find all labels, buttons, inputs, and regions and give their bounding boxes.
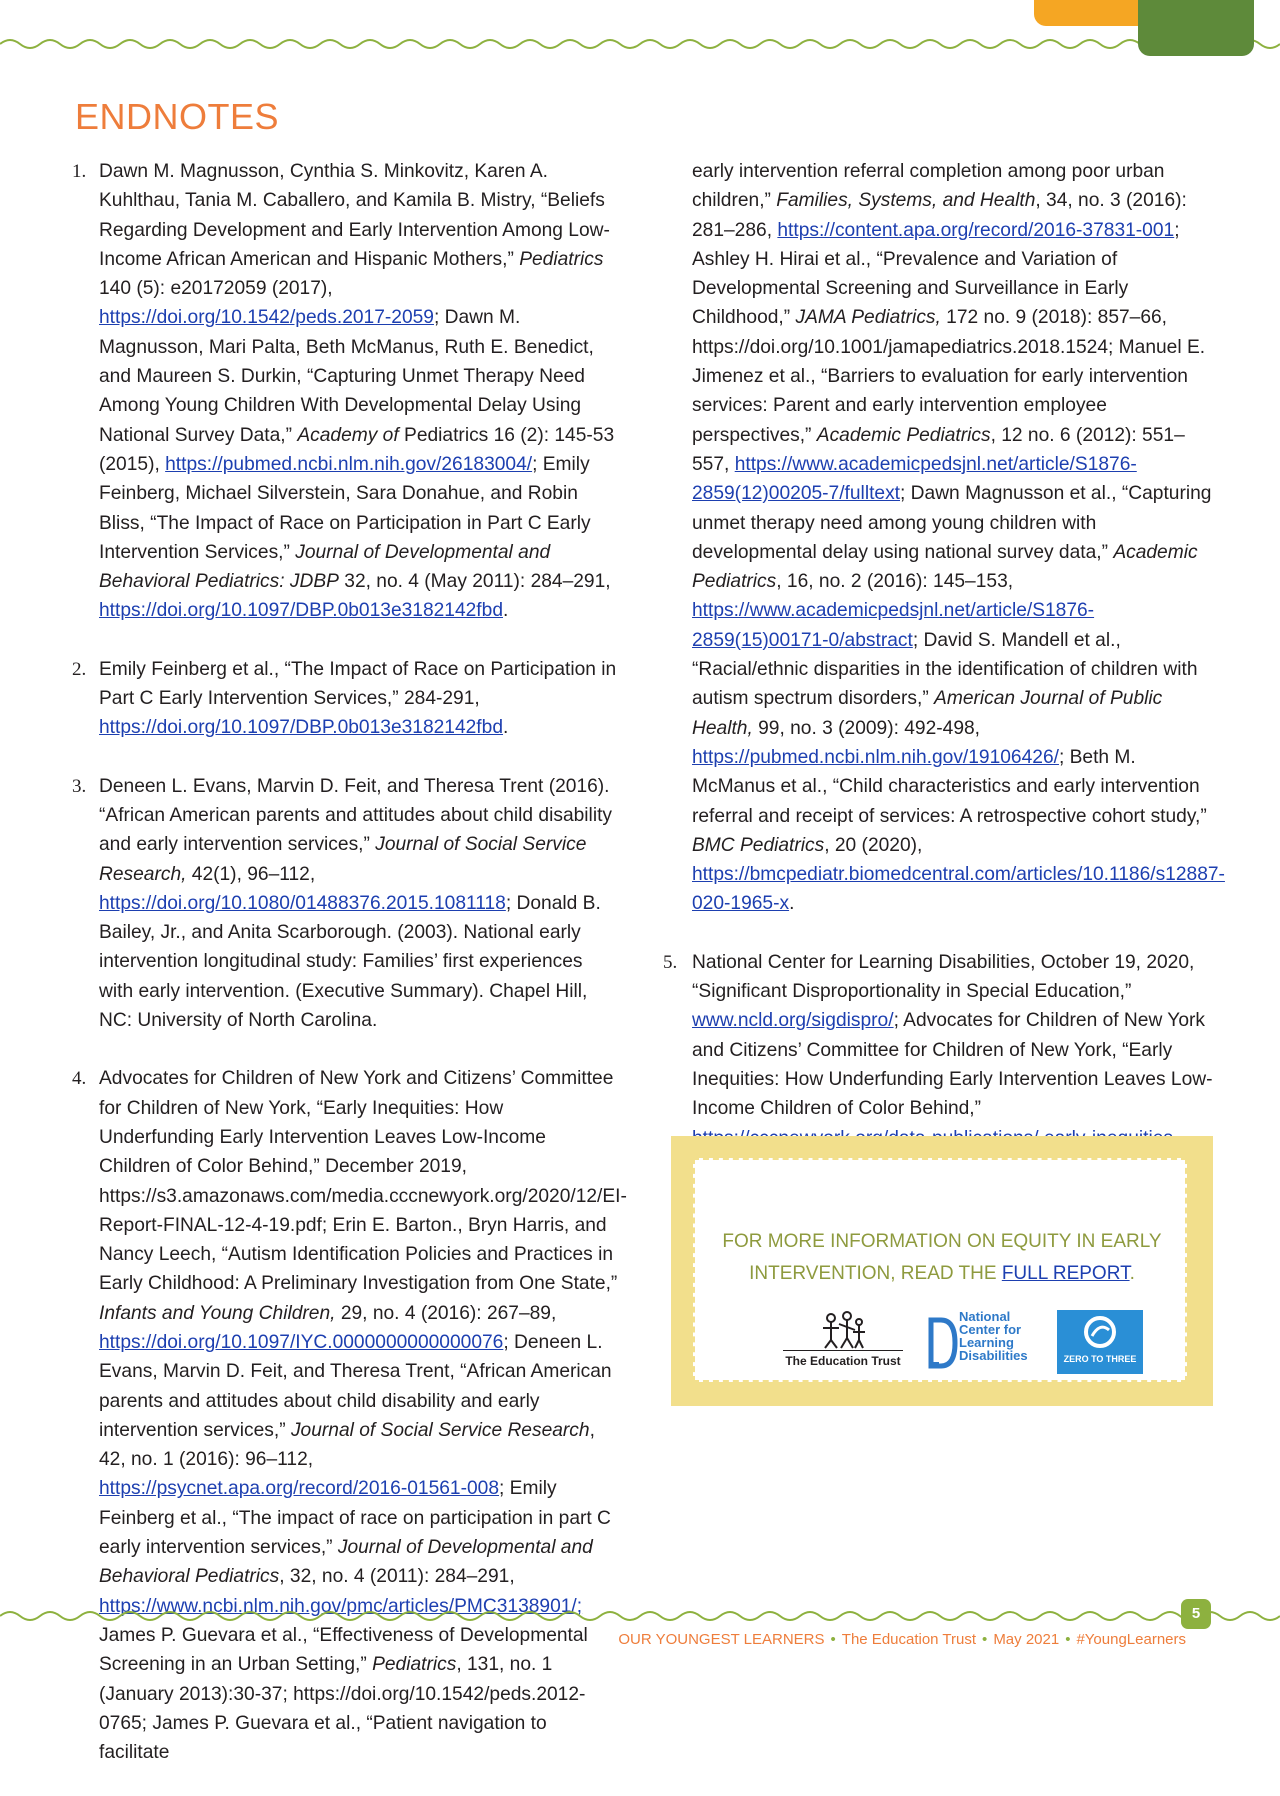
pubmed-link[interactable]: https://pubmed.ncbi.nlm.nih.gov/19106426/ xyxy=(692,746,1059,768)
note-text: Deneen L. Evans, Marvin D. Feit, and Theresa Trent (2016). “African American parents and attitudes about child disability and early intervention services,” xyxy=(99,775,613,856)
note-journal: American Journal of Public Health, xyxy=(692,688,1163,739)
note-journal: Journal of Social Service Research, xyxy=(99,834,587,885)
page-title: ENDNOTES xyxy=(75,96,280,137)
note-journal: BMC Pediatrics xyxy=(692,834,825,856)
footer-separator: • xyxy=(1065,1631,1071,1648)
note-text: ; Deneen L. Evans, Marvin D. Feit, and Theresa Trent, “African American parents and attitudes about child disability and early intervention services,” xyxy=(99,1331,612,1441)
note-journal: Infants and Young Children, xyxy=(99,1302,336,1324)
ncld-line-4: Disabilities xyxy=(959,1348,1028,1363)
note-text: , 34, no. 3 (2016): 281–286, xyxy=(692,190,1187,241)
note-journal: Journal of Developmental and Behavioral Pediatrics: JDBP xyxy=(99,541,551,593)
endnote-number: 2. xyxy=(72,658,87,680)
note-text: James P. Guevara et al., “Effectiveness of Developmental Screening in an Urban Setting,” xyxy=(99,1624,588,1676)
endnote-2 xyxy=(72,655,620,743)
cta-period: . xyxy=(1129,1263,1135,1284)
cta-line-2: INTERVENTION, READ THE xyxy=(749,1263,1002,1284)
ncld-logo xyxy=(927,1310,1047,1370)
endnote-4-continued xyxy=(660,157,1225,919)
note-journal: Journal of Developmental and Behavioral Pediatrics xyxy=(99,1537,593,1588)
ncld-logo-text xyxy=(959,1310,1028,1362)
note-text: . xyxy=(503,717,509,739)
note-text: Pediatrics 16 (2): 145-53 (2015), xyxy=(99,424,615,475)
zero-to-three-logo xyxy=(1057,1310,1143,1374)
ncld-line-3: Learning xyxy=(959,1335,1014,1350)
endnotes-right-column xyxy=(660,157,1225,1240)
footer-separator: • xyxy=(982,1631,988,1648)
endnote-4 xyxy=(72,1064,627,1767)
note-text: , 131, no. 1 (January 2013):30-37; https://doi.org/10.1542/peds.2012-0765; James P. Guevara et al., “Patient navigation to facilitate xyxy=(99,1654,586,1764)
note-text: ; Donald B. Bailey, Jr., and Anita Scarborough. (2003). National early intervention longitudinal study: Families’ first experiences with early intervention. (Executive Summary). Chapel Hill, NC: University of North Carolina. xyxy=(99,892,601,1032)
footer-org: The Education Trust xyxy=(841,1631,977,1648)
ncbi-link[interactable]: https://www.ncbi.nlm.nih.gov/pmc/articles/PMC3138901/; xyxy=(99,1595,583,1617)
note-text: , 12 no. 6 (2012): 551–557, xyxy=(692,424,1185,475)
note-text: Emily Feinberg et al., “The Impact of Race on Participation in Part C Early Intervention Services,” 284-291, xyxy=(99,658,617,710)
endnote-number: 5. xyxy=(663,951,678,973)
note-text: Dawn M. Magnusson, Cynthia S. Minkovitz, Karen A. Kuhlthau, Tania M. Caballero, and Kamila B. Mistry, “Beliefs Regarding Development and Early Intervention Among Low-Income African American and Hispanic Mothers,” xyxy=(99,161,610,270)
pubmed-link[interactable]: https://pubmed.ncbi.nlm.nih.gov/26183004/ xyxy=(165,453,533,475)
note-text: ; Emily Feinberg et al., “The impact of race on participation in part C early intervention services,” xyxy=(99,1478,611,1559)
note-text: ; Dawn Magnusson et al., “Capturing unmet therapy need among young children with developmental delay using national survey data,” xyxy=(692,483,1212,563)
partner-logos xyxy=(695,1310,1189,1380)
note-text: ; Ashley H. Hirai et al., “Prevalence and Variation of Developmental Screening and Surveillance in Early Childhood,” xyxy=(692,219,1180,329)
note-text: ; Emily Feinberg, Michael Silverstein, Sara Donahue, and Robin Bliss, “The Impact of Race on Participation in Part C Early Intervention Services,” xyxy=(99,453,591,563)
note-text: , 32, no. 4 (2011): 284–291, xyxy=(279,1566,515,1588)
academicpeds-link[interactable]: https://www.academicpedsjnl.net/article/S1876-2859(15)00171-0/abstract xyxy=(692,600,1095,651)
bottom-wavy-divider xyxy=(0,1606,1280,1626)
endnote-number: 4. xyxy=(72,1068,87,1090)
ncld-link[interactable]: www.ncld.org/sigdispro/ xyxy=(692,1010,894,1032)
note-text: 42(1), 96–112, xyxy=(186,863,316,885)
note-journal: Pediatrics xyxy=(519,248,604,270)
note-text: . xyxy=(503,600,509,622)
footer-date: May 2021 xyxy=(993,1631,1060,1648)
page-number-badge: 5 xyxy=(1181,1599,1211,1629)
ncld-mark-icon xyxy=(927,1316,959,1372)
note-text: ; David S. Mandell et al., “Racial/ethnic disparities in the identification of children with autism spectrum disorders,” xyxy=(692,629,1198,710)
note-text: 140 (5): e20172059 (2017), xyxy=(99,278,333,300)
education-trust-logo xyxy=(783,1310,903,1370)
zero-to-three-logo-text: ZERO TO THREE xyxy=(1063,1354,1137,1364)
header-tab-green xyxy=(1138,0,1254,56)
academicpeds-link[interactable]: https://www.academicpedsjnl.net/article/S1876-2859(12)00205-7/fulltext xyxy=(692,453,1137,505)
ncld-line-2: Center for xyxy=(959,1322,1022,1337)
footer-publication: OUR YOUNGEST LEARNERS xyxy=(618,1631,825,1648)
bmc-link[interactable]: https://bmcpediatr.biomedcentral.com/articles/10.1186/s12887-020-1965-x xyxy=(692,864,1225,915)
psycnet-link[interactable]: https://psycnet.apa.org/record/2016-01561-008 xyxy=(99,1478,500,1500)
full-report-link[interactable]: FULL REPORT xyxy=(1001,1263,1130,1284)
endnote-1 xyxy=(72,157,620,626)
doi-link[interactable]: https://doi.org/10.1097/DBP.0b013e3182142fbd xyxy=(99,717,503,739)
education-trust-figures-icon xyxy=(783,1310,903,1350)
note-text: , 16, no. 2 (2016): 145–153, xyxy=(776,571,1014,593)
page-footer xyxy=(618,1631,1186,1648)
note-text: National Center for Learning Disabilities, October 19, 2020, “Significant Disproportionality in Special Education,” xyxy=(692,951,1195,1003)
note-journal: JAMA Pediatrics, xyxy=(795,307,941,329)
note-journal: Pediatrics xyxy=(372,1654,457,1676)
note-text: , 20 (2020), xyxy=(824,834,923,856)
cta-line-1: FOR MORE INFORMATION ON EQUITY IN EARLY xyxy=(722,1231,1162,1252)
note-journal: Academic Pediatrics xyxy=(692,541,1198,593)
note-text: Advocates for Children of New York and Citizens’ Committee for Children of New York, “Early Inequities: How Underfunding Early Intervention Leaves Low-Income Children of Color Behind,” December 2019, https://s3.amazonaws.com/media.cccnewyork.org/2020/12/EI-Report-FINAL-12-4-19.pdf; Erin E. Barton., Bryn Harris, and Nancy Leech, “Autism Identification Policies and Practices in Early Childhood: A Preliminary Investigation from One State,” xyxy=(99,1068,627,1295)
note-journal: Academy of xyxy=(297,424,399,446)
footer-hashtag: #YoungLearners xyxy=(1076,1631,1186,1648)
note-text: , 42, no. 1 (2016): 96–112, xyxy=(99,1419,595,1471)
more-info-box-inner xyxy=(693,1158,1187,1382)
doi-link[interactable]: https://doi.org/10.1097/DBP.0b013e3182142fbd xyxy=(99,600,503,622)
note-text: 99, no. 3 (2009): 492-498, xyxy=(752,717,981,739)
note-text: ; Beth M. McManus et al., “Child characteristics and early intervention referral and receipt of services: A retrospective cohort study,” xyxy=(692,746,1207,827)
note-text: 29, no. 4 (2016): 267–89, xyxy=(335,1302,557,1324)
endnotes-left-column xyxy=(72,157,627,1796)
doi-link[interactable]: https://doi.org/10.1097/IYC.0000000000000076 xyxy=(99,1331,504,1353)
more-info-text xyxy=(695,1226,1189,1290)
endnote-3 xyxy=(72,772,620,1036)
endnote-number: 1. xyxy=(72,161,87,182)
note-journal: Academic Pediatrics xyxy=(816,424,991,446)
doi-link[interactable]: https://doi.org/10.1542/peds.2017-2059 xyxy=(99,307,434,329)
note-text: 172 no. 9 (2018): 857–66, https://doi.org/10.1001/jamapediatrics.2018.1524; Manuel E. Jimenez et al., “Barriers to evaluation for early intervention services: Parent and early intervention employee perspectives,” xyxy=(692,307,1206,446)
note-text: early intervention referral completion among poor urban children,” xyxy=(692,161,1165,212)
note-journal: Journal of Social Service Research xyxy=(290,1419,590,1441)
note-text: . xyxy=(789,893,795,915)
top-wavy-divider xyxy=(0,34,1280,54)
note-text: ; Advocates for Children of New York and Citizens’ Committee for Children of New York, “Early Inequities: How Underfunding Early Intervention Leaves Low-Income Children of Color Behind,” xyxy=(692,1010,1213,1120)
doi-link[interactable]: https://doi.org/10.1080/01488376.2015.1081118 xyxy=(99,892,506,914)
apa-link[interactable]: https://content.apa.org/record/2016-37831-001 xyxy=(777,219,1175,241)
note-journal: Families, Systems, and Health xyxy=(776,190,1036,212)
more-info-box xyxy=(671,1136,1213,1406)
zero-to-three-swirl-icon xyxy=(1057,1310,1143,1354)
note-text: ; Dawn M. Magnusson, Mari Palta, Beth McManus, Ruth E. Benedict, and Maureen S. Durkin, “Capturing Unmet Therapy Need Among Young Children With Developmental Delay Using National Survey Data,” xyxy=(99,307,594,446)
ncld-line-1: National xyxy=(959,1309,1011,1324)
endnote-number: 3. xyxy=(72,775,87,797)
note-text: 32, no. 4 (May 2011): 284–291, xyxy=(338,571,611,593)
footer-separator: • xyxy=(830,1631,836,1648)
education-trust-logo-text: The Education Trust xyxy=(785,1354,901,1368)
